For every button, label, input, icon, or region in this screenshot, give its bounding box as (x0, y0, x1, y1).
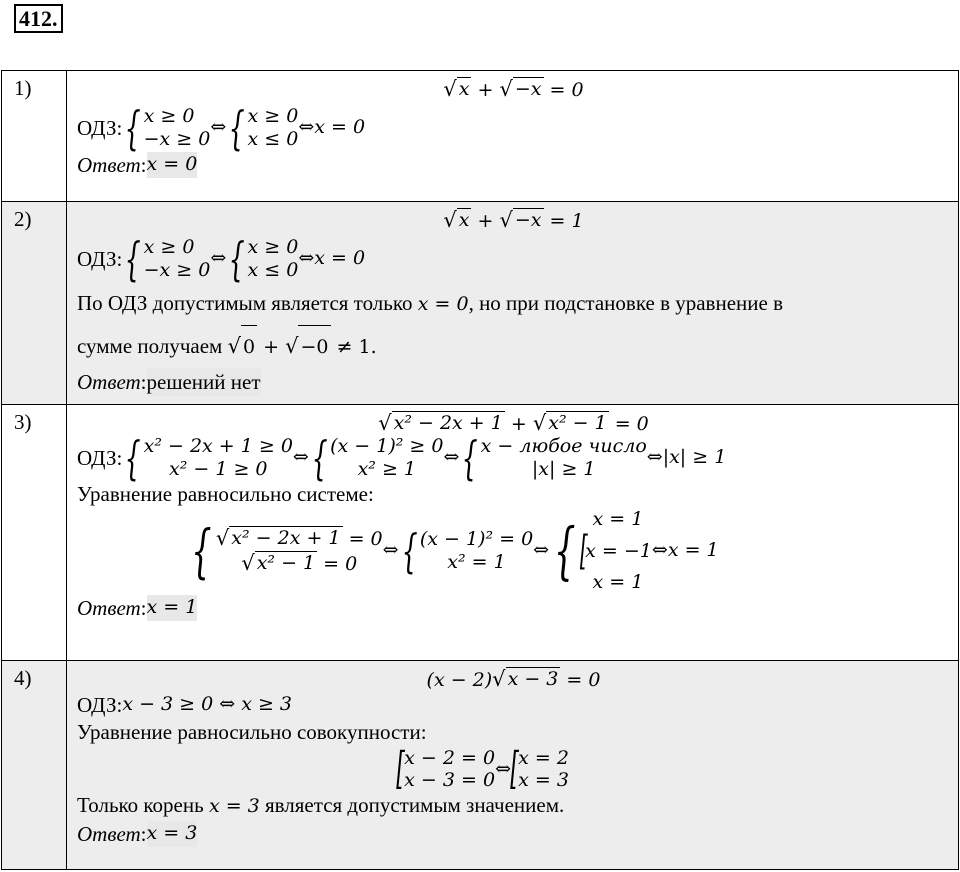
table-row (2, 71, 959, 202)
answer-line: Ответ : решений нет (77, 368, 950, 396)
item-number: 2) (2, 202, 67, 405)
item-content (67, 405, 959, 661)
item-content (67, 661, 959, 870)
item-number: 4) (2, 661, 67, 870)
problem-number: 412. (14, 4, 63, 33)
answer-line: Ответ : x = 1 (77, 595, 198, 620)
item-number: 3) (2, 405, 67, 661)
explanation-text: Уравнение равносильно совокупности: (77, 720, 427, 745)
odz-line: ОДЗ: { x ≥ 0 −x ≥ 0 ⇔ { x ≥ 0 x ≤ 0 ⇔ x = 0 (77, 101, 366, 155)
odz-line: ОДЗ: { x ≥ 0 −x ≥ 0 ⇔ { x ≥ 0 x ≤ 0 ⇔ x = 0 (77, 232, 366, 286)
table-row (2, 202, 959, 405)
odz-line: ОДЗ: x − 3 ≥ 0 ⇔ x ≥ 3 (77, 693, 293, 717)
collection-line: [ x − 2 = 0 x − 3 = 0 ⇔ [ x = 2 x = 3 (396, 743, 569, 795)
equation: √ x + √ −x = 0 (443, 77, 584, 101)
explanation-text: Только корень x = 3 является допустимым значением. (77, 793, 565, 818)
answer-line: Ответ : x = 0 (77, 153, 198, 177)
equation: √ x + √ −x = 1 (443, 208, 584, 232)
explanation-text: По ОДЗ допустимым является только x = 0, но при подстановке в уравнение в сумме получаем √ 0 + √ −0 ≠ 1. (77, 282, 950, 368)
odz-line: ОДЗ: { x² − 2x + 1 ≥ 0 x² − 1 ≥ 0 ⇔ { (x − 1)² ≥ 0 x² ≥ 1 ⇔ { x − любое число |x| ≥ 1 ⇔ |x| ≥ 1 (77, 431, 727, 485)
item-number: 1) (2, 71, 67, 202)
answer-line: Ответ : x = 3 (77, 821, 198, 846)
table-row (2, 661, 959, 870)
system-line: { √ x² − 2x + 1 = 0 √ x² − 1 = 0 ⇔ { (x − 1)² = 0 x² = 1 ⇔ { x = 1 [ x = −1 x = 1 ⇔ x = 1 (191, 508, 719, 594)
table-row (2, 405, 959, 661)
item-content (67, 202, 959, 405)
solution-table (1, 70, 959, 870)
equation: (x − 2) √ x − 3 = 0 (426, 667, 601, 691)
equation: √ x² − 2x + 1 + √ x² − 1 = 0 (378, 411, 649, 435)
odz-label: ОДЗ: (77, 115, 123, 140)
explanation-text: Уравнение равносильно системе: (77, 482, 374, 506)
item-content (67, 71, 959, 202)
